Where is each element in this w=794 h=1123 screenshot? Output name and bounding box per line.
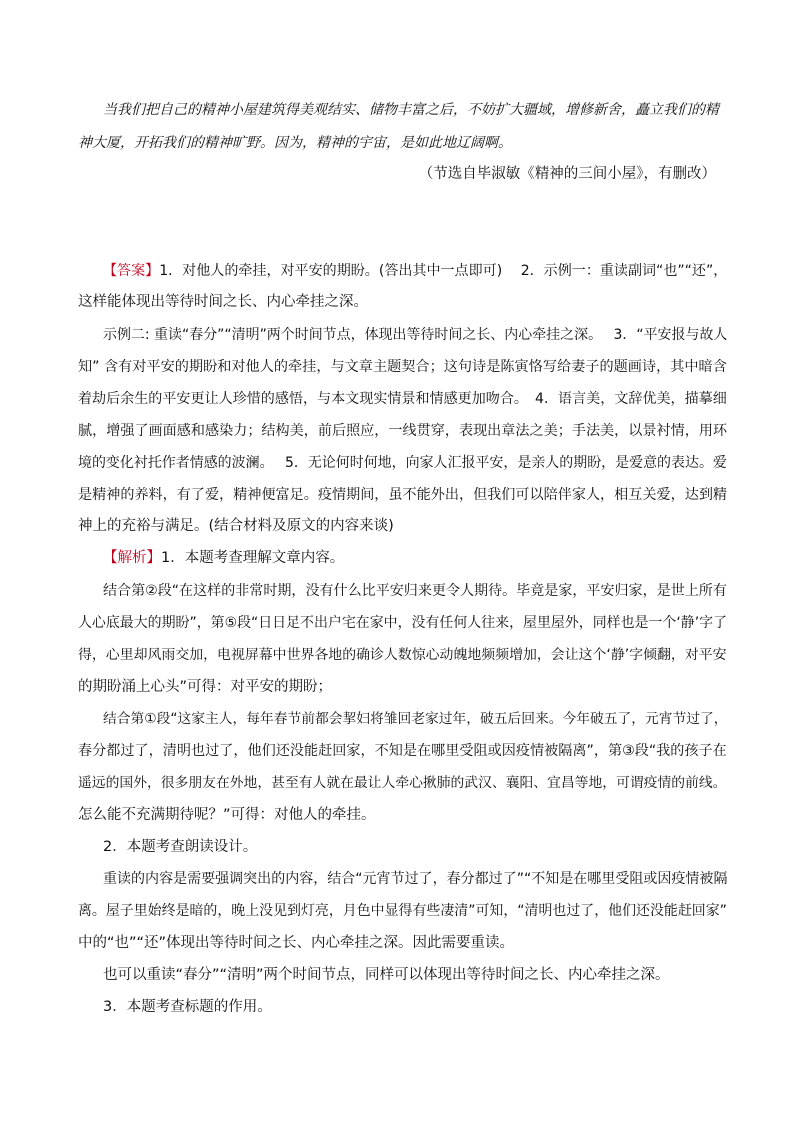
answer-line-6: 腻，增强了画面感和感染力；结构美，前后照应，一线贯穿，表现出章法之美；手法美，以景衬情，用环	[78, 423, 728, 439]
answer-line-9: 神上的充裕与满足。(结合材料及原文的内容来谈)	[78, 518, 394, 534]
analysis-para1-line-1: 结合第②段“在这样的非常时期，没有什么比平安归来更令人期待。毕竟是家，平安归家，是世上所有	[103, 583, 727, 599]
analysis-para1-line-2: 人心底最大的期盼”，第⑤段“日日足不出户宅在家中，没有任何人往来，屋里屋外，同样也是一个‘静’字了	[78, 615, 728, 631]
analysis-para2-line-2: 春分都过了，清明也过了，他们还没能赶回家，不知是在哪里受阻或因疫情被隔离”，第③段“我的孩子在	[78, 743, 727, 759]
analysis-text-1: 1．本题考查理解文章内容。	[161, 550, 345, 566]
analysis-line-1	[103, 548, 344, 568]
passage-source: （节选自毕淑敏《精神的三间小屋》，有删改）	[418, 166, 716, 182]
analysis-question-2: 2．本题考查朗读设计。	[103, 839, 258, 855]
analysis-para3-line-2: 离。屋子里始终是暗的，晚上没见到灯亮，月色中显得有些凄清”可知，“清明也过了，他们还没能赶回家”	[78, 903, 727, 919]
analysis-para2-line-3: 遥远的国外，很多朋友在外地，甚至有人就在最让人牵心揪肺的武汉、襄阳、宜昌等地，可谓疫情的前线。	[78, 775, 727, 791]
analysis-question-3: 3．本题考查标题的作用。	[103, 999, 272, 1015]
analysis-para3-line-1: 重读的内容是需要强调突出的内容，结合“元宵节过了，春分都过了”“不知是在哪里受阻或因疫情被隔	[103, 871, 728, 887]
answer-line-8: 是精神的养料，有了爱，精神便富足。疫情期间，虽不能外出，但我们可以陪伴家人，相互关爱，达到精	[78, 487, 728, 503]
analysis-para2-line-4: 怎么能不充满期待呢？”可得：对他人的牵挂。	[78, 807, 376, 823]
analysis-para3-line-3: 中的“也”“还”体现出等待时间之长、内心牵挂之深。因此需要重读。	[78, 935, 515, 951]
answer-line-2: 这样能体现出等待时间之长、内心牵挂之深。	[78, 294, 368, 310]
analysis-para1-line-4: 的期盼涌上心头”可得：对平安的期盼；	[78, 679, 333, 695]
answer-tag: 【答案】	[103, 263, 160, 279]
analysis-para4: 也可以重读“春分”“清明”两个时间节点，同样可以体现出等待时间之长、内心牵挂之深。	[103, 967, 670, 983]
passage-line-2: 神大厦，开拓我们的精神旷野。因为，精神的宇宙，是如此地辽阔啊。	[78, 135, 512, 151]
answer-line-5: 着劫后余生的平安更让人珍惜的感悟，与本文现实情景和情感更加吻合。 4．语言美，文辞优美，描摹细	[78, 391, 727, 407]
passage-line-1: 当我们把自己的精神小屋建筑得美观结实、储物丰富之后，不妨扩大疆域，增修新舍，矗立我们的精	[103, 102, 719, 118]
answer-line-3: 示例二: 重读“春分”“清明”两个时间节点，体现出等待时间之长、内心牵挂之深。 3．“平安报与故人	[103, 327, 728, 343]
analysis-para2-line-1: 结合第①段“这家主人，每年春节前都会挈妇将雏回老家过年，破五后回来。今年破五了，元宵节过了，	[103, 711, 728, 727]
answer-line-4: 知” 含有对平安的期盼和对他人的牵挂，与文章主题契合；这句诗是陈寅恪写给妻子的题画诗，其中暗含	[78, 359, 727, 375]
answer-text-1: 1．对他人的牵挂，对平安的期盼。(答出其中一点即可) 2．示例一：重读副词“也”“还”，	[159, 263, 728, 279]
analysis-para1-line-3: 得，心里却风雨交加，电视屏幕中世界各地的确诊人数惊心动魄地频频增加，会让这个‘静’字倾翻，对平安	[78, 647, 727, 663]
answer-line-1	[103, 261, 727, 281]
analysis-tag: 【解析】	[103, 550, 161, 566]
answer-line-7: 境的变化衬托作者情感的波澜。 5．无论何时何地，向家人汇报平安，是亲人的期盼，是爱意的表达。爱	[78, 455, 727, 471]
